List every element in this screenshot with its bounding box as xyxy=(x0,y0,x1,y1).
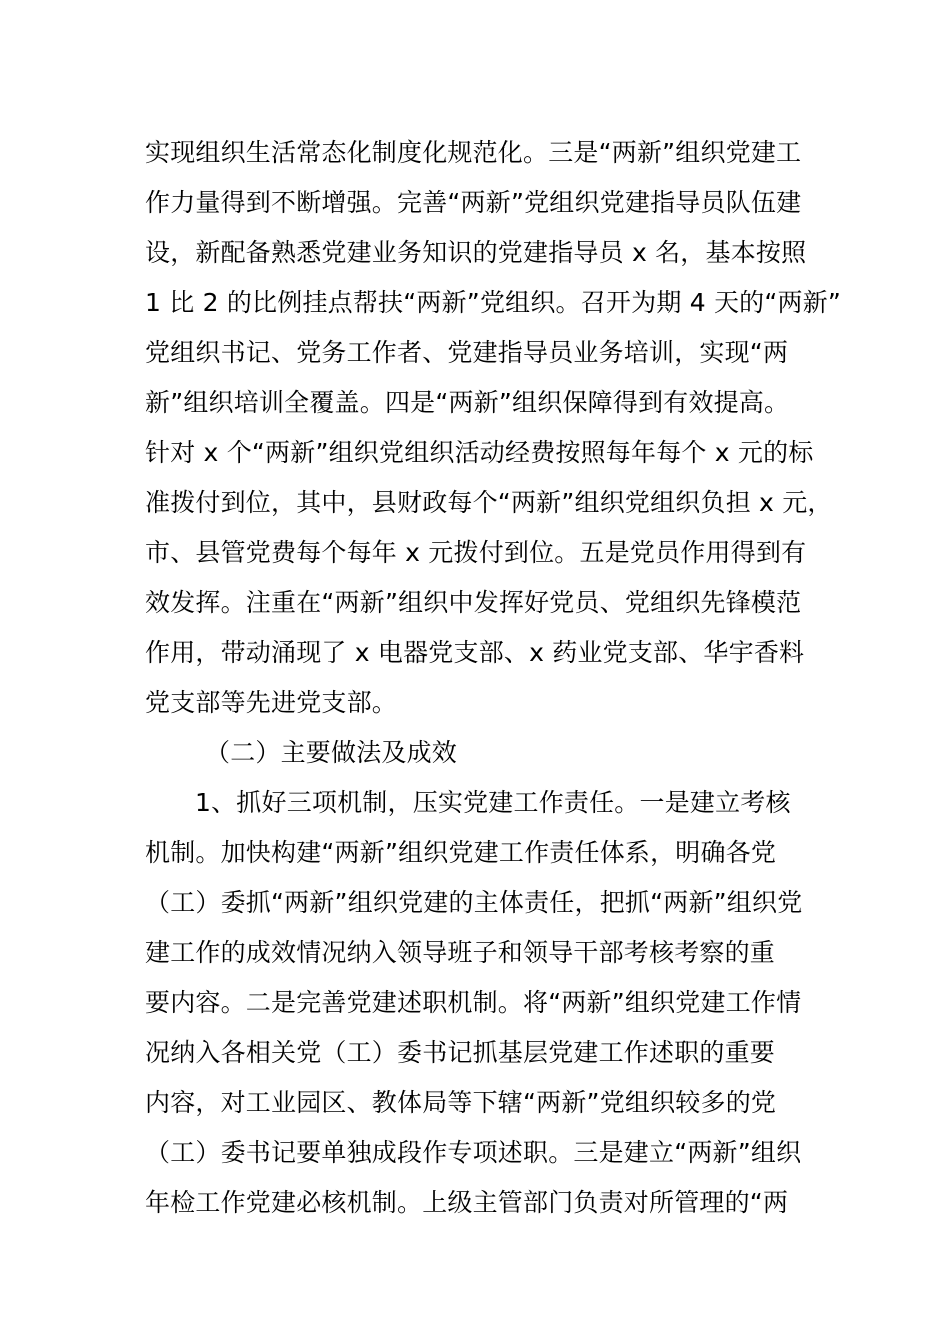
text-line: （工）委书记要单独成段作专项述职。三是建立“两新”组织 xyxy=(145,1138,802,1167)
text-line: 党组织书记、党务工作者、党建指导员业务培训，实现“两 xyxy=(145,338,789,367)
paragraph-first-line: 1、抓好三项机制，压实党建工作责任。一是建立考核 xyxy=(195,788,791,817)
text-line: 1 比 2 的比例挂点帮扶“两新”党组织。召开为期 4 天的“两新” xyxy=(145,288,842,317)
text-line: 效发挥。注重在“两新”组织中发挥好党员、党组织先锋模范 xyxy=(145,588,802,617)
text-line: （工）委抓“两新”组织党建的主体责任，把抓“两新”组织党 xyxy=(145,888,803,917)
text-line: 针对 x 个“两新”组织党组织活动经费按照每年每个 x 元的标 xyxy=(145,438,814,467)
text-line: 机制。加快构建“两新”组织党建工作责任体系，明确各党 xyxy=(145,838,777,867)
text-line: 建工作的成效情况纳入领导班子和领导干部考核考察的重 xyxy=(145,938,776,967)
text-line: 新”组织培训全覆盖。四是“两新”组织保障得到有效提高。 xyxy=(145,388,790,417)
text-line: 市、县管党费每个每年 x 元拨付到位。五是党员作用得到有 xyxy=(145,538,807,567)
text-line: 况纳入各相关党（工）委书记抓基层党建工作述职的重要 xyxy=(145,1038,776,1067)
text-line: 作力量得到不断增强。完善“两新”党组织党建指导员队伍建 xyxy=(145,188,802,217)
text-line: 党支部等先进党支部。 xyxy=(145,688,398,717)
text-line: 设，新配备熟悉党建业务知识的党建指导员 x 名，基本按照 xyxy=(145,238,807,267)
section-heading: （二）主要做法及成效 xyxy=(205,738,458,767)
document-body xyxy=(145,128,842,1228)
text-line: 准拨付到位，其中，县财政每个“两新”组织党组织负担 x 元， xyxy=(145,488,833,517)
text-line: 实现组织生活常态化制度化规范化。三是“两新”组织党建工 xyxy=(145,138,802,167)
text-line: 内容，对工业园区、教体局等下辖“两新”党组织较多的党 xyxy=(145,1088,777,1117)
text-line: 要内容。二是完善党建述职机制。将“两新”组织党建工作情 xyxy=(145,988,802,1017)
text-line: 年检工作党建必核机制。上级主管部门负责对所管理的“两 xyxy=(145,1188,789,1217)
text-line: 作用，带动涌现了 x 电器党支部、x 药业党支部、华宇香料 xyxy=(145,638,805,667)
